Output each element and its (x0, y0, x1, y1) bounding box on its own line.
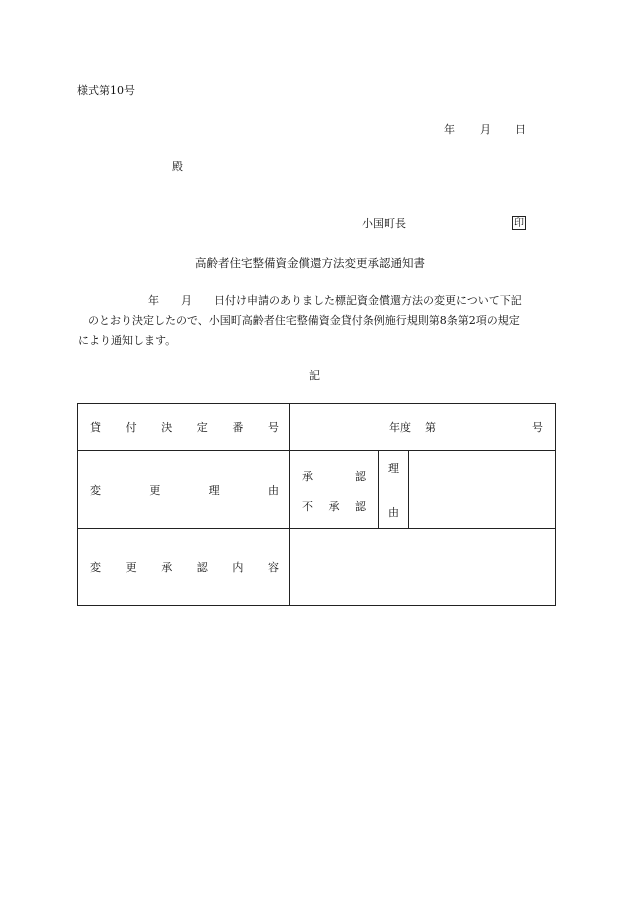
table-row-approved-content (78, 529, 556, 606)
label-char: 由 (267, 483, 279, 497)
document-title: 高齢者住宅整備資金償還方法変更承認通知書 (195, 256, 425, 270)
label-char: 号 (267, 421, 279, 434)
label-char: 承 (328, 500, 340, 513)
details-table (77, 403, 556, 606)
dai-text: 第 (425, 421, 436, 434)
date-month: 月 (480, 123, 491, 136)
go-text: 号 (532, 421, 543, 434)
label-char: 由 (388, 505, 399, 519)
form-number: 様式第10号 (77, 84, 135, 97)
loan-number-label (78, 404, 290, 451)
addressee-suffix: 殿 (172, 160, 183, 173)
body-line-1: 年 月 日付け申請のありました標記資金償還方法の変更について下記 (148, 294, 522, 307)
label-char: 更 (125, 561, 137, 574)
ki-heading: 記 (309, 369, 320, 382)
label-char: 認 (355, 470, 366, 483)
approved-content-value[interactable] (290, 529, 556, 606)
label-char: 定 (196, 421, 208, 434)
label-char: 認 (196, 561, 208, 574)
label-char: 更 (149, 483, 161, 497)
label-char: 貸 (90, 421, 101, 434)
disapprove-option[interactable] (302, 498, 366, 514)
change-reason-label (78, 451, 290, 529)
date-day: 日 (515, 123, 526, 136)
seal-mark: 印 (514, 218, 524, 229)
label-char: 承 (161, 561, 173, 574)
body-paragraph (78, 291, 552, 351)
issuer-name: 小国町長 (362, 217, 406, 230)
body-line-2: のとおり決定したので、小国町高齢者住宅整備資金貸付条例施行規則第8条第2項の規定 (88, 314, 520, 327)
label-char: 理 (388, 461, 399, 475)
label-char: 容 (267, 561, 279, 574)
approve-option[interactable] (302, 468, 366, 484)
label-char: 番 (232, 421, 244, 434)
label-char: 理 (208, 483, 220, 497)
approved-content-label (78, 529, 290, 606)
reason-value-cell[interactable] (409, 451, 556, 529)
approval-choice-cell[interactable] (290, 451, 379, 529)
label-char: 付 (125, 421, 137, 434)
reason-label-cell (379, 451, 409, 529)
label-char: 変 (90, 561, 101, 574)
label-char: 決 (161, 421, 173, 434)
label-char: 内 (232, 561, 244, 574)
label-char: 変 (90, 483, 101, 497)
table-row-loan-number (78, 404, 556, 451)
loan-number-value[interactable] (290, 404, 556, 451)
label-char: 承 (302, 470, 313, 483)
body-line-3: により通知します。 (78, 334, 177, 347)
nendo-text: 年度 (389, 421, 411, 434)
table-row-change-reason (78, 451, 556, 529)
date-year: 年 (444, 123, 455, 136)
label-char: 不 (302, 500, 313, 513)
label-char: 認 (355, 500, 366, 513)
